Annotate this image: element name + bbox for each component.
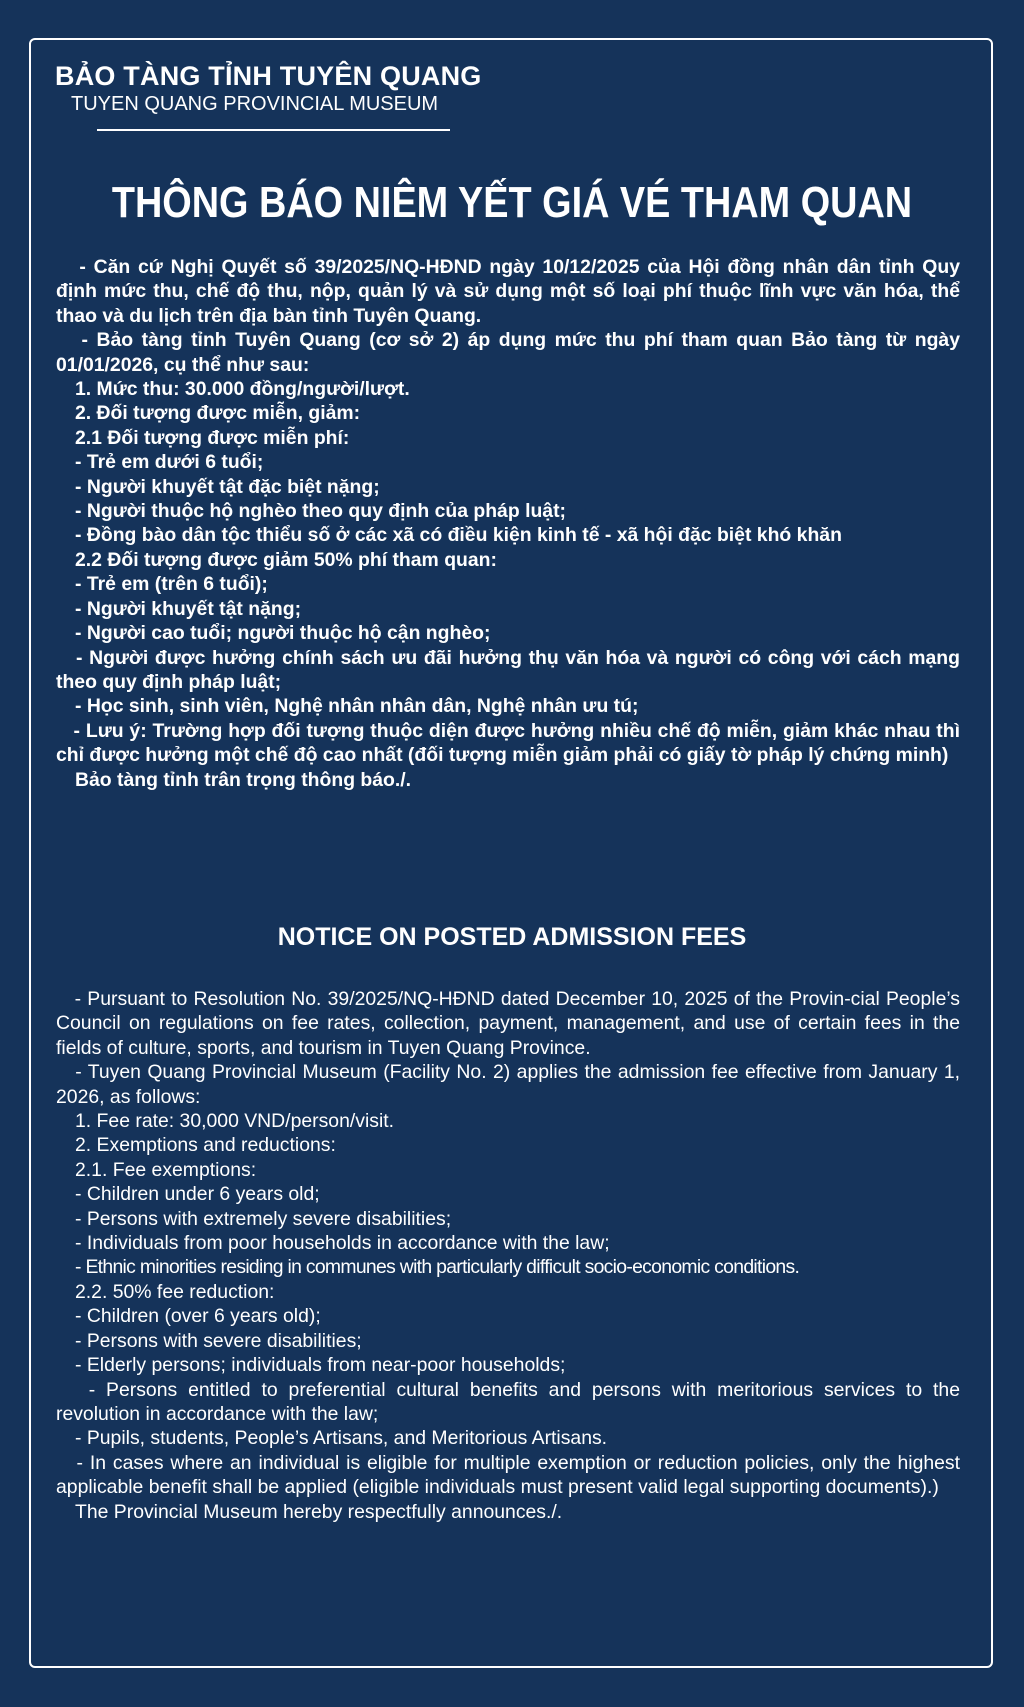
vi-item-reduction-heading: 2.2 Đối tượng được giảm 50% phí tham quan: [75, 548, 497, 571]
vi-list-item: - Đồng bào dân tộc thiểu số ở các xã có điều kiện kinh tế - xã hội đặc biệt khó khăn [75, 524, 842, 547]
header-divider [97, 129, 450, 131]
en-list-item: - Individuals from poor households in accordance with the law; [75, 1232, 610, 1255]
en-list-item: - Elderly persons; individuals from near-poor households; [75, 1354, 566, 1377]
notice-body-vietnamese [56, 255, 966, 792]
vi-list-item: - Người khuyết tật nặng; [75, 597, 302, 620]
en-list-item: - Children (over 6 years old); [75, 1305, 321, 1328]
vi-item-fee-rate: 1. Mức thu: 30.000 đồng/người/lượt. [75, 378, 410, 401]
notice-title-vietnamese: THÔNG BÁO NIÊM YẾT GIÁ VÉ THAM QUAN [111, 178, 913, 227]
en-list-item: - Persons with severe disabilities; [75, 1329, 362, 1352]
vi-item-exemptions-heading: 2. Đối tượng được miễn, giảm: [75, 402, 361, 425]
en-list-item: - Children under 6 years old; [75, 1183, 320, 1206]
museum-name-vietnamese: BẢO TÀNG TỈNH TUYÊN QUANG [55, 61, 482, 91]
vi-list-item: - Người khuyết tật đặc biệt nặng; [75, 475, 380, 498]
vi-closing-line: Bảo tàng tỉnh trân trọng thông báo./. [75, 768, 412, 791]
notice-title-english: NOTICE ON POSTED ADMISSION FEES [277, 923, 747, 951]
en-item-reduction-heading: 2.2. 50% fee reduction: [75, 1280, 275, 1303]
en-item-free-heading: 2.1. Fee exemptions: [75, 1158, 257, 1181]
vi-item-free-heading: 2.1 Đối tượng được miễn phí: [75, 426, 350, 449]
vi-list-item: - Trẻ em dưới 6 tuổi; [75, 451, 264, 474]
en-item-exemptions-heading: 2. Exemptions and reductions: [75, 1134, 336, 1157]
en-paragraph-resolution: - Pursuant to Resolution No. 39/2025/NQ-HĐND dated December 10, 2025 of the Provin-cial People’s Council on regulations on fee rates, collection, payment, management, and use of certain fees in the fields of culture, sports, and tourism in Tuyen Quang Province. [56, 988, 966, 1059]
museum-name-english: TUYEN QUANG PROVINCIAL MUSEUM [71, 93, 439, 115]
en-closing-line: The Provincial Museum hereby respectfully announces./. [75, 1500, 563, 1523]
vi-list-item: - Người được hưởng chính sách ưu đãi hưởng thụ văn hóa và người có công với cách mạng theo quy định pháp luật; [56, 646, 966, 693]
vi-list-item: - Người thuộc hộ nghèo theo quy định của pháp luật; [75, 500, 567, 523]
en-list-item: - Ethnic minorities residing in communes with particularly difficult socio-economic conditions. [75, 1256, 800, 1279]
en-list-item: - Pupils, students, People’s Artisans, and Meritorious Artisans. [75, 1427, 608, 1450]
vi-paragraph-application: - Bảo tàng tỉnh Tuyên Quang (cơ sở 2) áp dụng mức thu phí tham quan Bảo tàng từ ngày 01/01/2026, cụ thể như sau: [56, 329, 966, 376]
vi-note-paragraph: - Lưu ý: Trường hợp đối tượng thuộc diện được hưởng nhiều chế độ miễn, giảm khác nhau thì chỉ được hưởng một chế độ cao nhất (đối tượng miễn giảm phải có giấy tờ pháp lý chứng minh) [56, 719, 966, 767]
museum-header [55, 60, 482, 116]
vi-paragraph-resolution: - Căn cứ Nghị Quyết số 39/2025/NQ-HĐND ngày 10/12/2025 của Hội đồng nhân dân tỉnh Quy định mức thu, chế độ thu, nộp, quản lý và sử dụng một số loại phí thuộc lĩnh vực văn hóa, thể thao và du lịch trên địa bàn tỉnh Tuyên Quang. [56, 256, 966, 327]
en-list-item: - Persons with extremely severe disabilities; [75, 1207, 452, 1230]
en-paragraph-application: - Tuyen Quang Provincial Museum (Facility No. 2) applies the admission fee effective from January 1, 2026, as follows: [56, 1061, 966, 1108]
en-note-paragraph: - In cases where an individual is eligible for multiple exemption or reduction policies, only the highest applicable benefit shall be applied (eligible individuals must present valid legal supporting documents).) [56, 1451, 966, 1499]
vi-list-item: - Trẻ em (trên 6 tuổi); [75, 573, 268, 596]
vi-list-item: - Người cao tuổi; người thuộc hộ cận nghèo; [75, 622, 491, 645]
en-list-item: - Persons entitled to preferential cultural benefits and persons with meritorious services to the revolution in accordance with the law; [56, 1378, 966, 1425]
vi-list-item: - Học sinh, sinh viên, Nghệ nhân nhân dân, Nghệ nhân ưu tú; [75, 695, 639, 718]
en-item-fee-rate: 1. Fee rate: 30,000 VND/person/visit. [75, 1110, 395, 1133]
notice-body-english [56, 987, 966, 1524]
